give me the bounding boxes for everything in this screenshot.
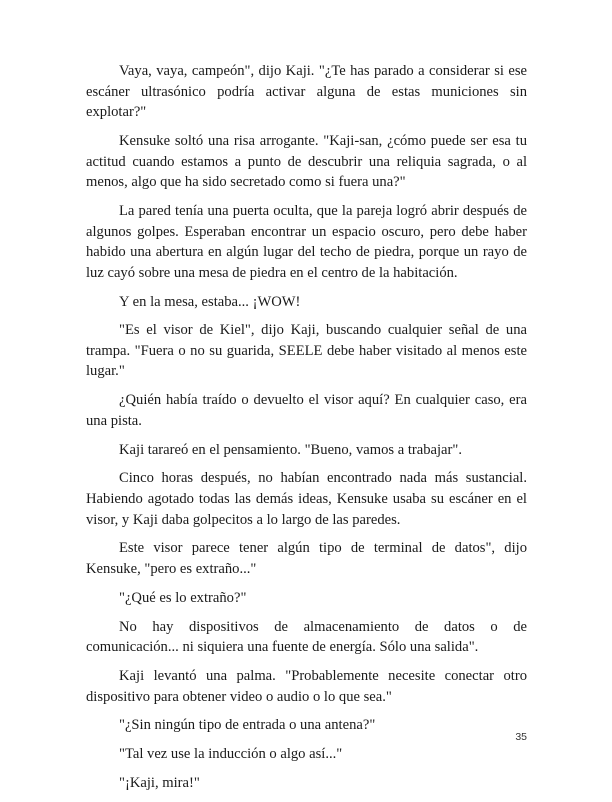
paragraph: Vaya, vaya, campeón", dijo Kaji. "¿Te has parado a considerar si ese escáner ultrasónico podría activar alguna de estas municiones sin explotar?" — [86, 63, 527, 121]
paragraph: "Es el visor de Kiel", dijo Kaji, buscando cualquier señal de una trampa. "Fuera o no su guarida, SEELE debe haber visitado al menos este lugar." — [86, 322, 527, 380]
paragraph: "¿Sin ningún tipo de entrada o una antena?" — [119, 717, 376, 734]
paragraph: Kensuke soltó una risa arrogante. "Kaji-san, ¿cómo puede ser esa tu actitud cuando estamos a punto de descubrir una reliquia sagrada, o al menos, algo que ha sido secretado como si fuera una?" — [86, 132, 527, 191]
paragraph: Este visor parece tener algún tipo de terminal de datos", dijo Kensuke, "pero es extraño..." — [86, 540, 527, 577]
paragraph: La pared tenía una puerta oculta, que la pareja logró abrir después de algunos golpes. Esperaban encontrar un espacio oscuro, pero debe haber habido una abertura en algún lugar del techo de piedra, porque un rayo de luz cayó sobre una mesa de piedra en el centro de la habitación. — [86, 202, 527, 281]
paragraph: No hay dispositivos de almacenamiento de datos o de comunicación... ni siquiera una fuente de energía. Sólo una salida". — [86, 618, 527, 656]
paragraph: "¡Kaji, mira!" — [119, 774, 200, 791]
paragraph: Cinco horas después, no habían encontrado nada más sustancial. Habiendo agotado todas las demás ideas, Kensuke usaba su escáner en el visor, y Kaji daba golpecitos a lo largo de las paredes. — [86, 470, 527, 528]
paragraph: Y en la mesa, estaba... ¡WOW! — [119, 293, 301, 310]
paragraph: ¿Quién había traído o devuelto el visor aquí? En cualquier caso, era una pista. — [86, 392, 527, 429]
paragraph: "¿Qué es lo extraño?" — [119, 589, 247, 606]
body-text — [86, 61, 527, 802]
paragraph: "Tal vez use la inducción o algo así..." — [119, 746, 343, 763]
paragraph: Kaji levantó una palma. "Probablemente necesite conectar otro dispositivo para obtener video o audio o lo que sea." — [86, 667, 527, 705]
page-number: 35 — [515, 731, 527, 743]
paragraph: Kaji tarareó en el pensamiento. "Bueno, vamos a trabajar". — [119, 441, 462, 458]
